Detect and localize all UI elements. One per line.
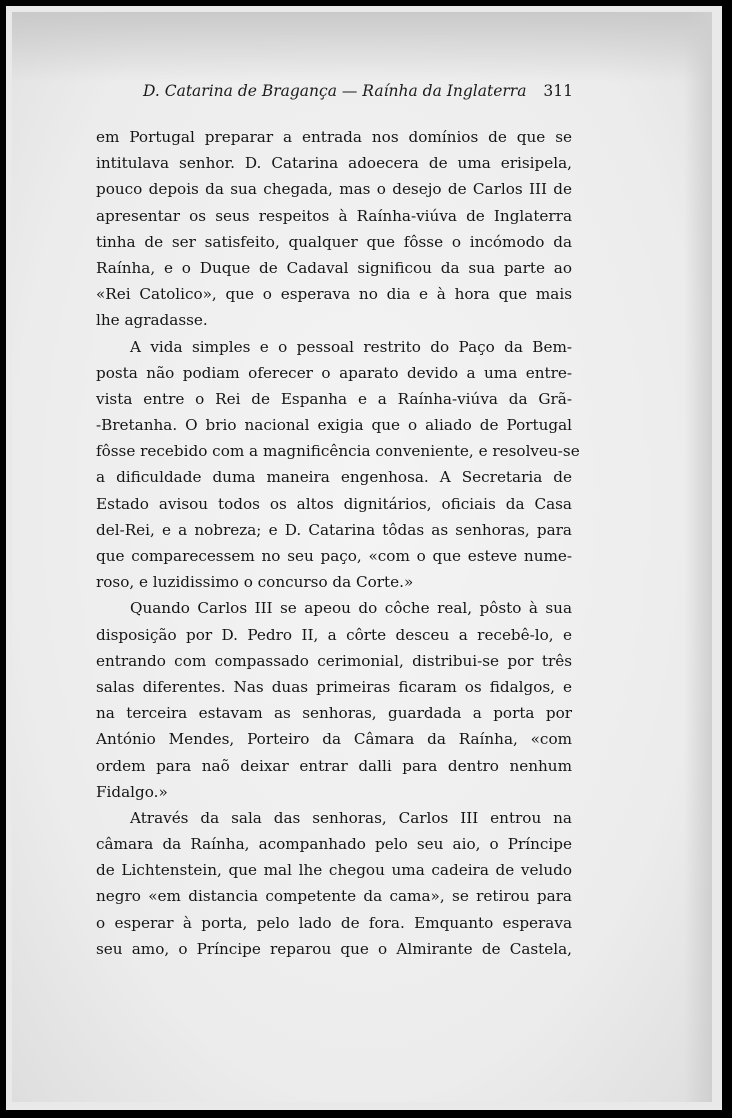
text-line: pouco depois da sua chegada, mas o desejo de Carlos III de (96, 180, 572, 199)
running-header (143, 82, 573, 106)
text-line: Raínha, e o Duque de Cadaval significou da sua parte ao (96, 258, 572, 277)
text-line: que comparecessem no seu paço, «com o que esteve nume- (96, 547, 572, 565)
text-line: -Bretanha. O brio nacional exigia que o aliado de Portugal (96, 416, 572, 435)
text-line: na terceira estavam as senhoras, guardada a porta por (96, 704, 572, 723)
text-line: disposição por D. Pedro II, a côrte desceu a recebê-lo, e (96, 625, 572, 644)
page-edge-shadow (684, 12, 712, 1102)
text-line: Através da sala das senhoras, Carlos III entrou na (130, 808, 572, 827)
running-title: D. Catarina de Bragança — Raínha da Inglaterra (143, 82, 527, 100)
text-line: de Lichtenstein, que mal lhe chegou uma cadeira de veludo (96, 861, 572, 880)
page-number: 311 (543, 82, 573, 100)
text-line: Estado avisou todos os altos dignitários, oficiais da Casa (96, 494, 572, 513)
text-line: Fidalgo.» (96, 782, 168, 801)
text-line: em Portugal preparar a entrada nos domínios de que se (96, 128, 572, 146)
text-line: câmara da Raínha, acompanhado pelo seu aio, o Príncipe (96, 835, 572, 854)
text-line: apresentar os seus respeitos à Raínha-viúva de Inglaterra (96, 206, 572, 225)
text-line: tinha de ser satisfeito, qualquer que fôsse o incómodo da (96, 232, 572, 251)
body-text (96, 124, 580, 962)
scan-shadow (12, 12, 712, 82)
text-line: Quando Carlos III se apeou do côche real, pôsto à sua (130, 599, 572, 618)
text-line: António Mendes, Porteiro da Câmara da Raínha, «com (96, 730, 572, 749)
text-line: entrando com compassado cerimonial, distribui-se por três (96, 651, 572, 670)
text-line: ordem para naõ deixar entrar dalli para dentro nenhum (96, 756, 572, 775)
text-line: o esperar à porta, pelo lado de fora. Emquanto esperava (96, 913, 572, 932)
text-line: intitulava senhor. D. Catarina adoecera de uma erisipela, (96, 154, 572, 173)
text-line: lhe agradasse. (96, 311, 208, 330)
text-line: fôsse recebido com a magnificência conveniente, e resolveu-se (96, 442, 580, 461)
text-line: vista entre o Rei de Espanha e a Raínha-viúva da Grã- (96, 389, 572, 408)
text-line: negro «em distancia competente da cama», se retirou para (96, 887, 572, 906)
text-line: A vida simples e o pessoal restrito do Paço da Bem- (130, 337, 572, 356)
text-line: roso, e luzidissimo o concurso da Corte.» (96, 573, 414, 592)
text-line: seu amo, o Príncipe reparou que o Almirante de Castela, (96, 939, 572, 958)
text-line: salas diferentes. Nas duas primeiras ficaram os fidalgos, e (96, 677, 572, 696)
text-line: «Rei Catolico», que o esperava no dia e à hora que mais (96, 285, 572, 304)
text-line: del-Rei, e a nobreza; e D. Catarina tôdas as senhoras, para (96, 520, 572, 539)
text-line: a dificuldade duma maneira engenhosa. A Secretaria de (96, 468, 572, 487)
text-line: posta não podiam oferecer o aparato devido a uma entre- (96, 363, 572, 382)
